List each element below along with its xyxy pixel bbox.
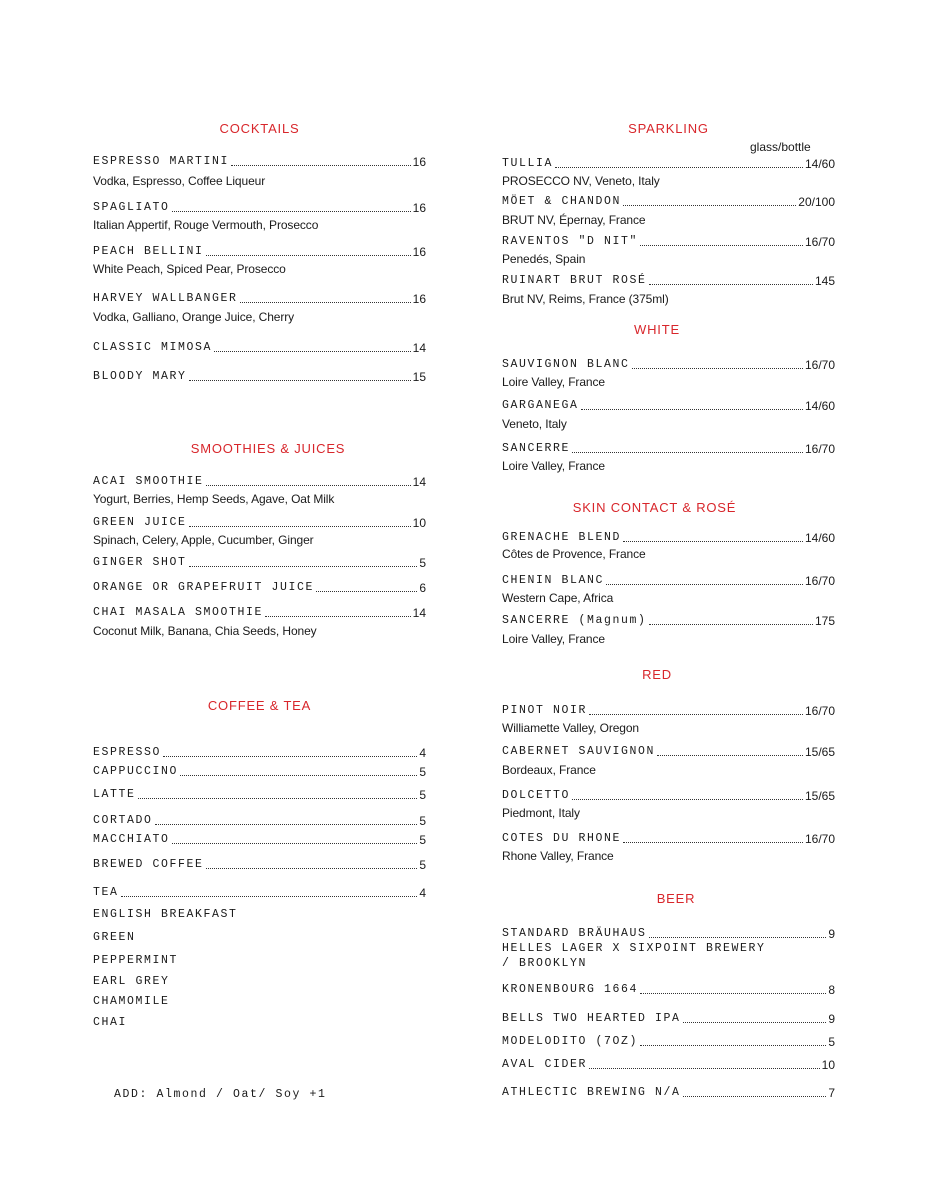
item-name: KRONENBOURG 1664 (502, 983, 639, 996)
menu-item-cortado (93, 814, 426, 828)
item-description: Yogurt, Berries, Hemp Seeds, Agave, Oat Milk (93, 492, 335, 506)
menu-item-spagliato (93, 201, 426, 215)
item-price: 15/65 (804, 745, 835, 759)
menu-item-sancerre-magnum (502, 614, 835, 628)
item-description: Loire Valley, France (502, 375, 605, 389)
tea-option-english-breakfast: ENGLISH BREAKFAST (93, 908, 238, 921)
item-price: 16 (412, 155, 426, 169)
item-name: CABERNET SAUVIGNON (502, 745, 656, 758)
menu-item-dolcetto (502, 789, 835, 803)
item-price: 20/100 (798, 195, 835, 209)
item-name: SANCERRE (Magnum) (502, 614, 647, 627)
glass-bottle-label: glass/bottle (750, 140, 811, 154)
item-price: 5 (419, 814, 426, 828)
menu-item-pinot-noir (502, 704, 835, 718)
item-name: PEACH BELLINI (93, 245, 204, 258)
skin-contact-heading: SKIN CONTACT & ROSÉ (572, 500, 737, 515)
item-name: GINGER SHOT (93, 556, 187, 569)
menu-item-tea (93, 886, 426, 900)
item-name: MODELODITO (7OZ) (502, 1035, 639, 1048)
item-description: Coconut Milk, Banana, Chia Seeds, Honey (93, 624, 317, 638)
item-price: 14/60 (804, 157, 835, 171)
item-price: 10 (412, 516, 426, 530)
item-price: 9 (828, 1012, 835, 1026)
menu-item-aval-cider (502, 1058, 835, 1072)
menu-item-peach-bellini (93, 245, 426, 259)
item-price: 16 (412, 245, 426, 259)
menu-item-standard-brauhaus (502, 927, 835, 941)
item-name: BELLS TWO HEARTED IPA (502, 1012, 681, 1025)
item-name: STANDARD BRÄUHAUS (502, 927, 647, 940)
menu-item-bloody-mary (93, 370, 426, 384)
item-name: MACCHIATO (93, 833, 170, 846)
item-price: 9 (828, 927, 835, 941)
menu-item-grenache-blend (502, 531, 835, 545)
item-name: RUINART BRUT ROSÉ (502, 274, 647, 287)
item-price: 10 (821, 1058, 835, 1072)
tea-option-chai: CHAI (93, 1016, 128, 1029)
menu-item-macchiato (93, 833, 426, 847)
item-description: HELLES LAGER X SIXPOINT BREWERY (502, 942, 766, 955)
menu-item-cappuccino (93, 765, 426, 779)
item-name: CHENIN BLANC (502, 574, 605, 587)
menu-item-classic-mimosa (93, 341, 426, 355)
item-description: Spinach, Celery, Apple, Cucumber, Ginger (93, 533, 314, 547)
item-name: CHAI MASALA SMOOTHIE (93, 606, 264, 619)
item-price: 8 (828, 983, 835, 997)
menu-item-chai-masala-smoothie (93, 606, 426, 620)
menu-item-tullia (502, 157, 835, 171)
coffee-heading: COFFEE & TEA (207, 698, 312, 713)
item-price: 5 (828, 1035, 835, 1049)
menu-item-espresso-martini (93, 155, 426, 169)
item-name: RAVENTOS "D NIT" (502, 235, 639, 248)
menu-item-latte (93, 788, 426, 802)
item-description: Piedmont, Italy (502, 806, 580, 820)
item-description: Loire Valley, France (502, 459, 605, 473)
item-description: Bordeaux, France (502, 763, 596, 777)
item-price: 14 (412, 341, 426, 355)
item-price: 16 (412, 201, 426, 215)
item-name: COTES DU RHONE (502, 832, 622, 845)
item-description: Rhone Valley, France (502, 849, 614, 863)
item-name: GRENACHE BLEND (502, 531, 622, 544)
menu-item-espresso (93, 746, 426, 760)
item-price: 5 (419, 858, 426, 872)
menu-item-orange-juice (93, 581, 426, 595)
item-description: Veneto, Italy (502, 417, 567, 431)
tea-option-peppermint: PEPPERMINT (93, 954, 179, 967)
item-name: CORTADO (93, 814, 153, 827)
item-description: Penedés, Spain (502, 252, 586, 266)
item-name: LATTE (93, 788, 136, 801)
red-heading: RED (642, 667, 672, 682)
item-name: HARVEY WALLBANGER (93, 292, 238, 305)
item-price: 16/70 (804, 832, 835, 846)
item-name: BREWED COFFEE (93, 858, 204, 871)
item-name: PINOT NOIR (502, 704, 588, 717)
menu-item-sauvignon-blanc (502, 358, 835, 372)
menu-item-chenin-blanc (502, 574, 835, 588)
menu-item-moet-chandon (502, 195, 835, 209)
item-name: ESPRESSO (93, 746, 162, 759)
menu-item-garganega (502, 399, 835, 413)
menu-item-acai-smoothie (93, 475, 426, 489)
item-price: 5 (419, 788, 426, 802)
menu-item-brewed-coffee (93, 858, 426, 872)
item-price: 14/60 (804, 531, 835, 545)
item-price: 14 (412, 475, 426, 489)
menu-item-cabernet-sauvignon (502, 745, 835, 759)
item-price: 5 (419, 765, 426, 779)
item-name: MÖET & CHANDON (502, 195, 622, 208)
menu-item-bells-two-hearted (502, 1012, 835, 1026)
item-description: Vodka, Galliano, Orange Juice, Cherry (93, 310, 295, 324)
item-price: 4 (419, 886, 426, 900)
item-price: 16/70 (804, 442, 835, 456)
item-price: 16/70 (804, 235, 835, 249)
item-description: Brut NV, Reims, France (375ml) (502, 292, 669, 306)
item-price: 145 (814, 274, 835, 288)
menu-item-harvey-wallbanger (93, 292, 426, 306)
item-description: PROSECCO NV, Veneto, Italy (502, 174, 660, 188)
item-name: TULLIA (502, 157, 554, 170)
item-name: SPAGLIATO (93, 201, 170, 214)
item-description: Williamette Valley, Oregon (502, 721, 640, 735)
item-name: SAUVIGNON BLANC (502, 358, 630, 371)
item-name: GREEN JUICE (93, 516, 187, 529)
menu-item-athletic-brewing (502, 1086, 835, 1100)
item-price: 4 (419, 746, 426, 760)
menu-item-sancerre (502, 442, 835, 456)
item-name: TEA (93, 886, 119, 899)
tea-option-chamomile: CHAMOMILE (93, 995, 170, 1008)
smoothies-heading: SMOOTHIES & JUICES (190, 441, 346, 456)
menu-item-kronenbourg (502, 983, 835, 997)
item-description: Vodka, Espresso, Coffee Liqueur (93, 174, 266, 188)
tea-option-earl-grey: EARL GREY (93, 975, 170, 988)
item-price: 5 (419, 833, 426, 847)
item-name: GARGANEGA (502, 399, 579, 412)
item-description: Italian Appertif, Rouge Vermouth, Prosecco (93, 218, 319, 232)
item-price: 15/65 (804, 789, 835, 803)
item-price: 14/60 (804, 399, 835, 413)
item-description: BRUT NV, Épernay, France (502, 213, 646, 227)
item-name: CLASSIC MIMOSA (93, 341, 213, 354)
item-name: ACAI SMOOTHIE (93, 475, 204, 488)
tea-option-green: GREEN (93, 931, 136, 944)
item-price: 16/70 (804, 574, 835, 588)
item-name: ATHLECTIC BREWING N/A (502, 1086, 681, 1099)
item-price: 16/70 (804, 704, 835, 718)
item-name: ESPRESSO MARTINI (93, 155, 230, 168)
add-milk-note: ADD: Almond / Oat/ Soy +1 (114, 1088, 327, 1101)
item-name: AVAL CIDER (502, 1058, 588, 1071)
item-name: ORANGE OR GRAPEFRUIT JUICE (93, 581, 315, 594)
item-name: CAPPUCCINO (93, 765, 179, 778)
menu-item-ginger-shot (93, 556, 426, 570)
item-price: 14 (412, 606, 426, 620)
sparkling-heading: SPARKLING (628, 121, 709, 136)
menu-item-raventos (502, 235, 835, 249)
menu-item-cotes-du-rhone (502, 832, 835, 846)
menu-item-ruinart-brut-rose (502, 274, 835, 288)
item-name: SANCERRE (502, 442, 571, 455)
item-name: DOLCETTO (502, 789, 571, 802)
menu-item-green-juice (93, 516, 426, 530)
item-price: 5 (419, 556, 426, 570)
item-price: 16/70 (804, 358, 835, 372)
item-description: Western Cape, Africa (502, 591, 614, 605)
item-price: 6 (419, 581, 426, 595)
item-description: Côtes de Provence, France (502, 547, 646, 561)
item-description: White Peach, Spiced Pear, Prosecco (93, 262, 286, 276)
item-description: Loire Valley, France (502, 632, 605, 646)
item-price: 7 (828, 1086, 835, 1100)
item-description: / BROOKLYN (502, 957, 588, 970)
item-name: BLOODY MARY (93, 370, 187, 383)
item-price: 16 (412, 292, 426, 306)
item-price: 15 (412, 370, 426, 384)
beer-heading: BEER (656, 891, 696, 906)
menu-item-modelodito (502, 1035, 835, 1049)
item-price: 175 (814, 614, 835, 628)
cocktails-heading: COCKTAILS (219, 121, 300, 136)
white-heading: WHITE (634, 322, 680, 337)
